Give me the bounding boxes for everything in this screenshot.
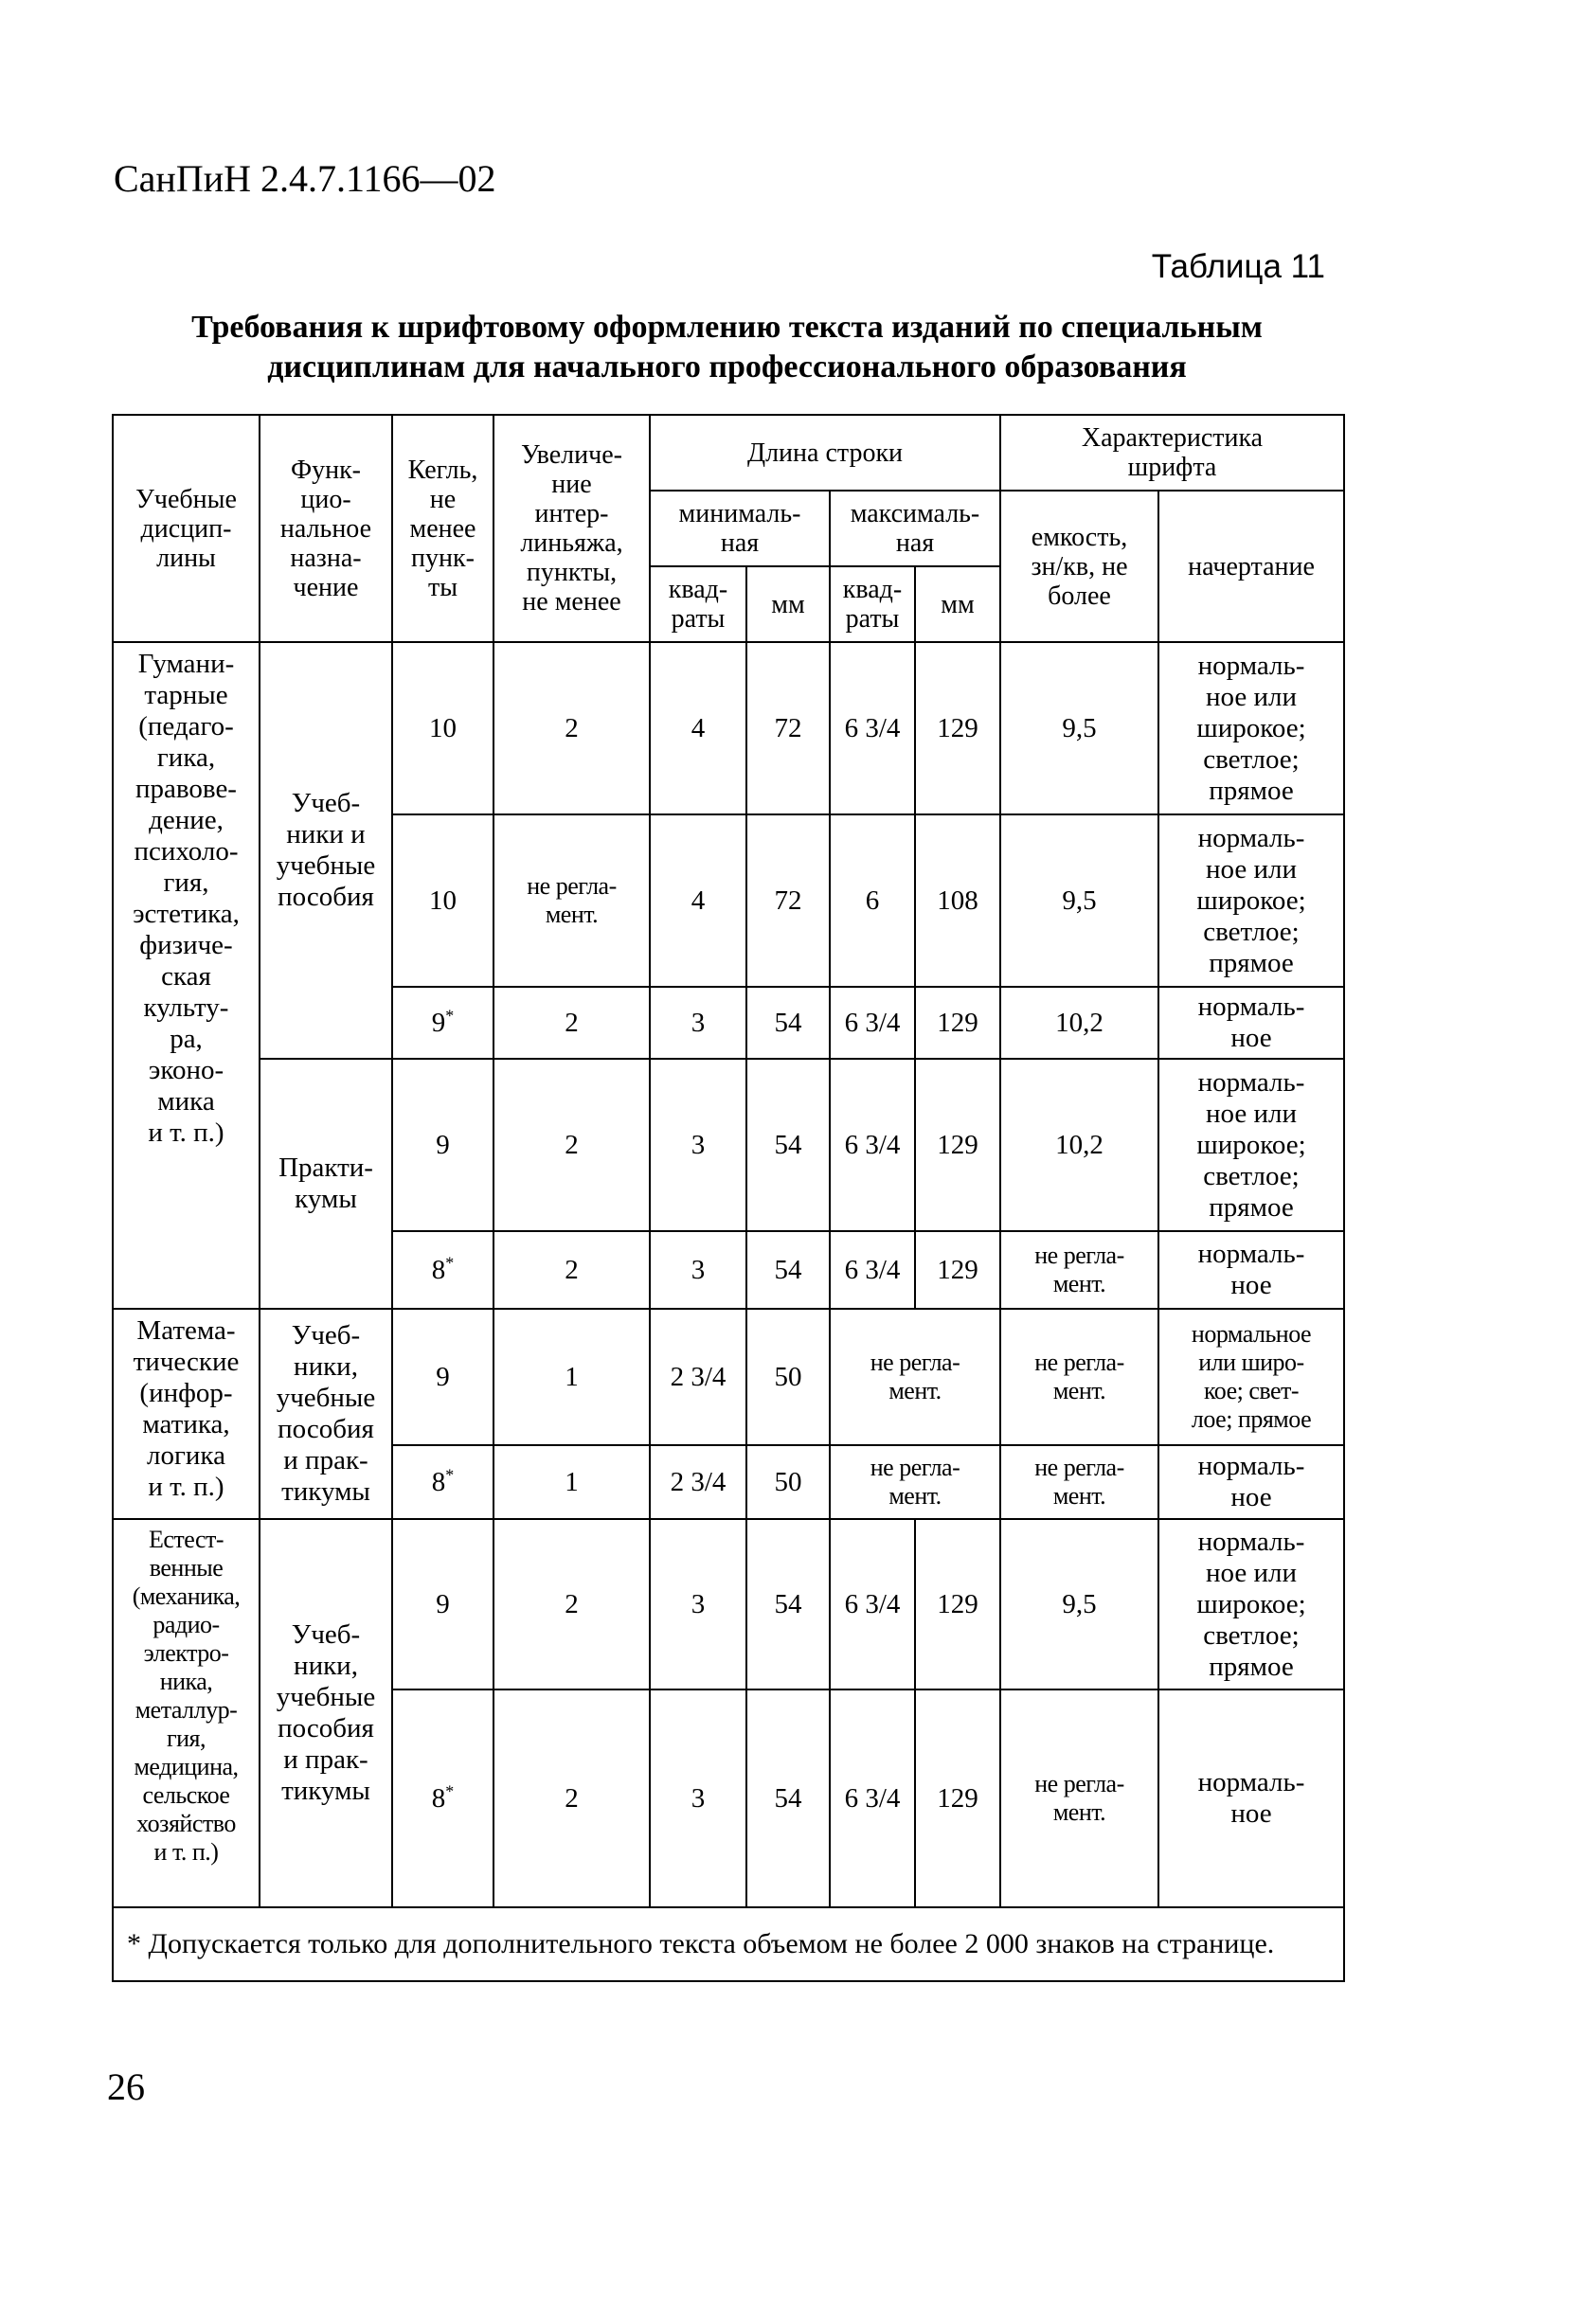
cell-min-mm: 50: [746, 1445, 830, 1519]
col-header-function: Функ- цио- нальное назна- чение: [260, 415, 392, 642]
cell-min-squares: 3: [650, 1689, 746, 1907]
cell-max-squares: 6 3/4: [830, 987, 915, 1059]
cell-size: [392, 1231, 493, 1309]
group-math: Матема- тические (инфор- матика, логика и т. п.): [113, 1309, 260, 1519]
cell-max-mm: 129: [915, 1059, 1000, 1231]
cell-leading: 1: [493, 1445, 650, 1519]
function-textbooks: Учеб- ники и учебные пособия: [260, 642, 392, 1059]
cell-min-mm: 54: [746, 1231, 830, 1309]
col-header-line-length: Длина строки: [650, 415, 1000, 491]
cell-min-mm: 54: [746, 1689, 830, 1907]
cell-size: [392, 1519, 493, 1689]
size-asterisk: *: [445, 1252, 455, 1272]
col-header-min: минималь- ная: [650, 491, 830, 566]
cell-max-squares: 6: [830, 814, 915, 987]
size-value: 9: [436, 1588, 450, 1619]
cell-leading: 2: [493, 1689, 650, 1907]
cell-max-squares: 6 3/4: [830, 1519, 915, 1689]
cell-style: нормаль- ное: [1158, 1445, 1344, 1519]
cell-max-mm: 129: [915, 1689, 1000, 1907]
cell-capacity: 9,5: [1000, 642, 1158, 814]
size-value: 8: [431, 1466, 446, 1497]
cell-max-length: не регла- мент.: [830, 1309, 1000, 1445]
size-value: 9: [431, 1007, 446, 1038]
cell-capacity: не регла- мент.: [1000, 1309, 1158, 1445]
caption-line-1: Требования к шрифтовому оформлению текста изданий по специальным: [191, 310, 1263, 345]
cell-leading: не регла- мент.: [493, 814, 650, 987]
table-footnote: * Допускается только для дополнительного текста объемом не более 2 000 знаков на странице.: [113, 1907, 1344, 1981]
cell-leading: 2: [493, 1231, 650, 1309]
col-header-size: Кегль, не менее пунк- ты: [392, 415, 493, 642]
cell-min-squares: 3: [650, 1519, 746, 1689]
cell-max-length: не регла- мент.: [830, 1445, 1000, 1519]
col-header-max-mm: мм: [915, 566, 1000, 642]
cell-size: [392, 1445, 493, 1519]
cell-capacity: не регла- мент.: [1000, 1445, 1158, 1519]
size-value: 10: [429, 712, 457, 743]
cell-capacity: не регла- мент.: [1000, 1231, 1158, 1309]
cell-size: [392, 1059, 493, 1231]
cell-capacity: не регла- мент.: [1000, 1689, 1158, 1907]
function-math-books: Учеб- ники, учебные пособия и прак- тикумы: [260, 1309, 392, 1519]
cell-min-squares: 3: [650, 1231, 746, 1309]
cell-min-squares: 3: [650, 1059, 746, 1231]
cell-max-squares: 6 3/4: [830, 1689, 915, 1907]
col-header-max-squares: квад- раты: [830, 566, 915, 642]
group-humanities: Гумани- тарные (педаго- гика, правове- дение, психоло- гия, эстетика, физиче- ская культу- ра, эконо- мика и т. п.): [113, 642, 260, 1309]
cell-style: нормальное или широ- кое; свет- лое; прямое: [1158, 1309, 1344, 1445]
col-header-capacity: емкость, зн/кв, не более: [1000, 491, 1158, 642]
cell-max-mm: 108: [915, 814, 1000, 987]
col-header-min-mm: мм: [746, 566, 830, 642]
col-header-leading: Увеличе- ние интер- линьяжа, пункты, не менее: [493, 415, 650, 642]
cell-leading: 2: [493, 1059, 650, 1231]
cell-size: [392, 1309, 493, 1445]
col-header-discipline: Учебные дисцип- лины: [113, 415, 260, 642]
cell-min-squares: 2 3/4: [650, 1309, 746, 1445]
font-requirements-table: [112, 414, 1345, 1982]
cell-style: нормаль- ное: [1158, 1231, 1344, 1309]
col-header-min-squares: квад- раты: [650, 566, 746, 642]
size-asterisk: *: [445, 1005, 455, 1025]
col-header-style: начертание: [1158, 491, 1344, 642]
cell-leading: 2: [493, 1519, 650, 1689]
size-value: 8: [431, 1782, 446, 1814]
cell-style: нормаль- ное или широкое; светлое; прямое: [1158, 642, 1344, 814]
function-workshops: Практи- кумы: [260, 1059, 392, 1309]
cell-size: [392, 814, 493, 987]
cell-style: нормаль- ное или широкое; светлое; прямое: [1158, 814, 1344, 987]
size-value: 9: [436, 1129, 450, 1160]
cell-min-squares: 4: [650, 642, 746, 814]
cell-min-squares: 2 3/4: [650, 1445, 746, 1519]
cell-style: нормаль- ное: [1158, 1689, 1344, 1907]
cell-size: [392, 642, 493, 814]
cell-min-mm: 54: [746, 1059, 830, 1231]
cell-capacity: 9,5: [1000, 814, 1158, 987]
page-number: 26: [107, 2065, 145, 2108]
cell-style: нормаль- ное или широкое; светлое; прямое: [1158, 1519, 1344, 1689]
function-natural-books: Учеб- ники, учебные пособия и прак- тикумы: [260, 1519, 392, 1907]
cell-size: [392, 1689, 493, 1907]
cell-style: нормаль- ное или широкое; светлое; прямое: [1158, 1059, 1344, 1231]
cell-max-mm: 129: [915, 1519, 1000, 1689]
cell-min-mm: 72: [746, 642, 830, 814]
cell-min-mm: 54: [746, 1519, 830, 1689]
table-label: Таблица 11: [1151, 248, 1325, 285]
size-asterisk: *: [445, 1780, 455, 1800]
cell-leading: 2: [493, 987, 650, 1059]
col-header-font-characteristics: Характеристика шрифта: [1000, 415, 1344, 491]
cell-min-squares: 4: [650, 814, 746, 987]
size-value: 8: [431, 1254, 446, 1285]
cell-max-mm: 129: [915, 1231, 1000, 1309]
cell-max-mm: 129: [915, 987, 1000, 1059]
cell-max-mm: 129: [915, 642, 1000, 814]
col-header-max: максималь- ная: [830, 491, 1000, 566]
cell-size: [392, 987, 493, 1059]
cell-style: нормаль- ное: [1158, 987, 1344, 1059]
cell-leading: 1: [493, 1309, 650, 1445]
cell-min-mm: 72: [746, 814, 830, 987]
cell-min-mm: 50: [746, 1309, 830, 1445]
cell-max-squares: 6 3/4: [830, 1059, 915, 1231]
cell-capacity: 10,2: [1000, 987, 1158, 1059]
caption-line-2: дисциплинам для начального профессионального образования: [267, 349, 1187, 384]
size-value: 10: [429, 885, 457, 916]
document-code: СанПиН 2.4.7.1166—02: [114, 157, 496, 200]
group-natural-sciences: Естест- венные (механика, радио- электро- ника, металлур- гия, медицина, сельское хозяйство и т. п.): [113, 1519, 260, 1907]
size-asterisk: *: [445, 1464, 455, 1484]
cell-leading: 2: [493, 642, 650, 814]
cell-min-squares: 3: [650, 987, 746, 1059]
size-value: 9: [436, 1361, 450, 1392]
cell-max-squares: 6 3/4: [830, 1231, 915, 1309]
table-caption: [114, 308, 1340, 387]
cell-min-mm: 54: [746, 987, 830, 1059]
cell-capacity: 10,2: [1000, 1059, 1158, 1231]
cell-max-squares: 6 3/4: [830, 642, 915, 814]
cell-capacity: 9,5: [1000, 1519, 1158, 1689]
